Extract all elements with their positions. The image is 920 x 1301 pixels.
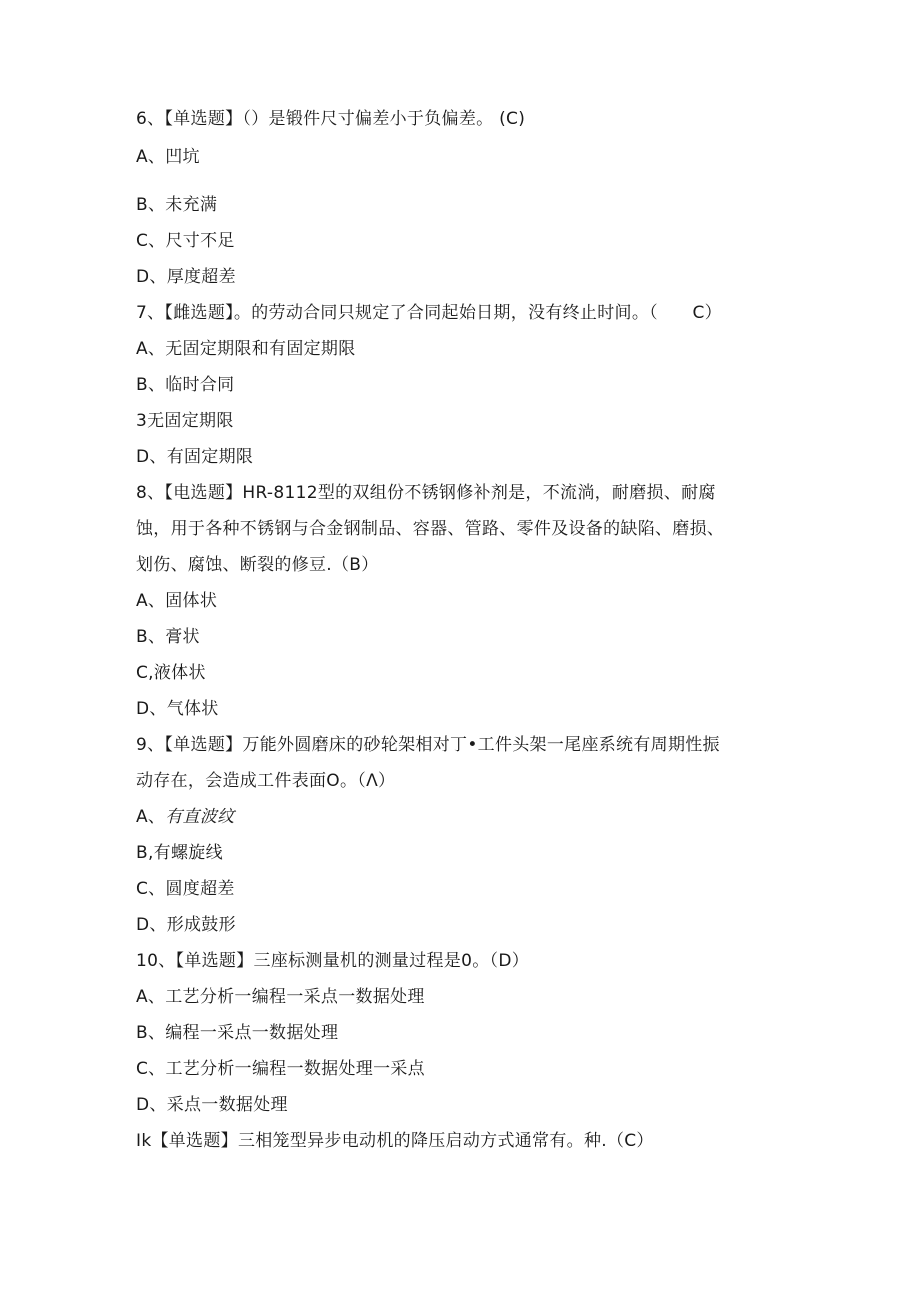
question-6-option-d: D、厚度超差 (136, 267, 236, 287)
question-8-stem-line-1: 8、【电选题】HR-8112型的双组份不锈钢修补剂是，不流淌，耐磨损、耐腐 (136, 483, 716, 503)
question-9-option-b: B,有螺旋线 (136, 843, 223, 863)
question-7-option-d: D、有固定期限 (136, 447, 254, 467)
question-7-option-a: A、无固定期限和有固定期限 (136, 339, 356, 359)
question-8-option-c: C,液体状 (136, 663, 206, 683)
question-7-option-c: 3无固定期限 (136, 411, 234, 431)
question-8-stem-line-2: 蚀，用于各种不锈钢与合金钢制品、容器、管路、零件及设备的缺陷、磨损、 (136, 519, 725, 539)
question-9-option-a (136, 806, 234, 828)
question-9-stem-line-2: 动存在，会造成工件表面O。（Λ） (136, 771, 396, 791)
question-6-option-c: C、尺寸不足 (136, 231, 235, 251)
question-10-option-b: B、编程一采点一数据处理 (136, 1023, 339, 1043)
question-9-option-d: D、形成鼓形 (136, 915, 236, 935)
question-11-stem: Ik【单选题】三相笼型异步电动机的降压启动方式通常有。种.（C） (136, 1131, 654, 1151)
option-a-text: 有直波纹 (165, 807, 235, 827)
question-7-option-b: B、临时合同 (136, 375, 235, 395)
question-8-option-d: D、气体状 (136, 699, 219, 719)
question-10-option-c: C、工艺分析一编程一数据处理一采点 (136, 1059, 425, 1079)
question-6-option-a: A、凹坑 (136, 147, 200, 167)
question-8-stem-line-3: 划伤、腐蚀、断裂的修豆.（B） (136, 555, 379, 575)
question-10-option-d: D、采点一数据处理 (136, 1095, 288, 1115)
question-6-stem: 6、【单选题】（）是锻件尺寸偏差小于负偏差。 (C) (136, 109, 526, 129)
option-a-prefix: A、 (136, 807, 166, 827)
question-8-option-b: B、膏状 (136, 627, 200, 647)
question-7-stem: 7、【雌选题】。的劳动合同只规定了合同起始日期，没有终止时间。（ C） (136, 303, 722, 323)
question-9-stem-line-1: 9、【单选题】万能外圆磨床的砂轮架相对丁•工件头架一尾座系统有周期性振 (136, 735, 720, 755)
question-6-option-b: B、未充满 (136, 195, 218, 215)
question-10-stem: 10、【单选题】三座标测量机的测量过程是0。（D） (136, 951, 530, 971)
question-8-option-a: A、固体状 (136, 591, 218, 611)
question-10-option-a: A、工艺分析一编程一采点一数据处理 (136, 987, 425, 1007)
question-9-option-c: C、圆度超差 (136, 879, 235, 899)
